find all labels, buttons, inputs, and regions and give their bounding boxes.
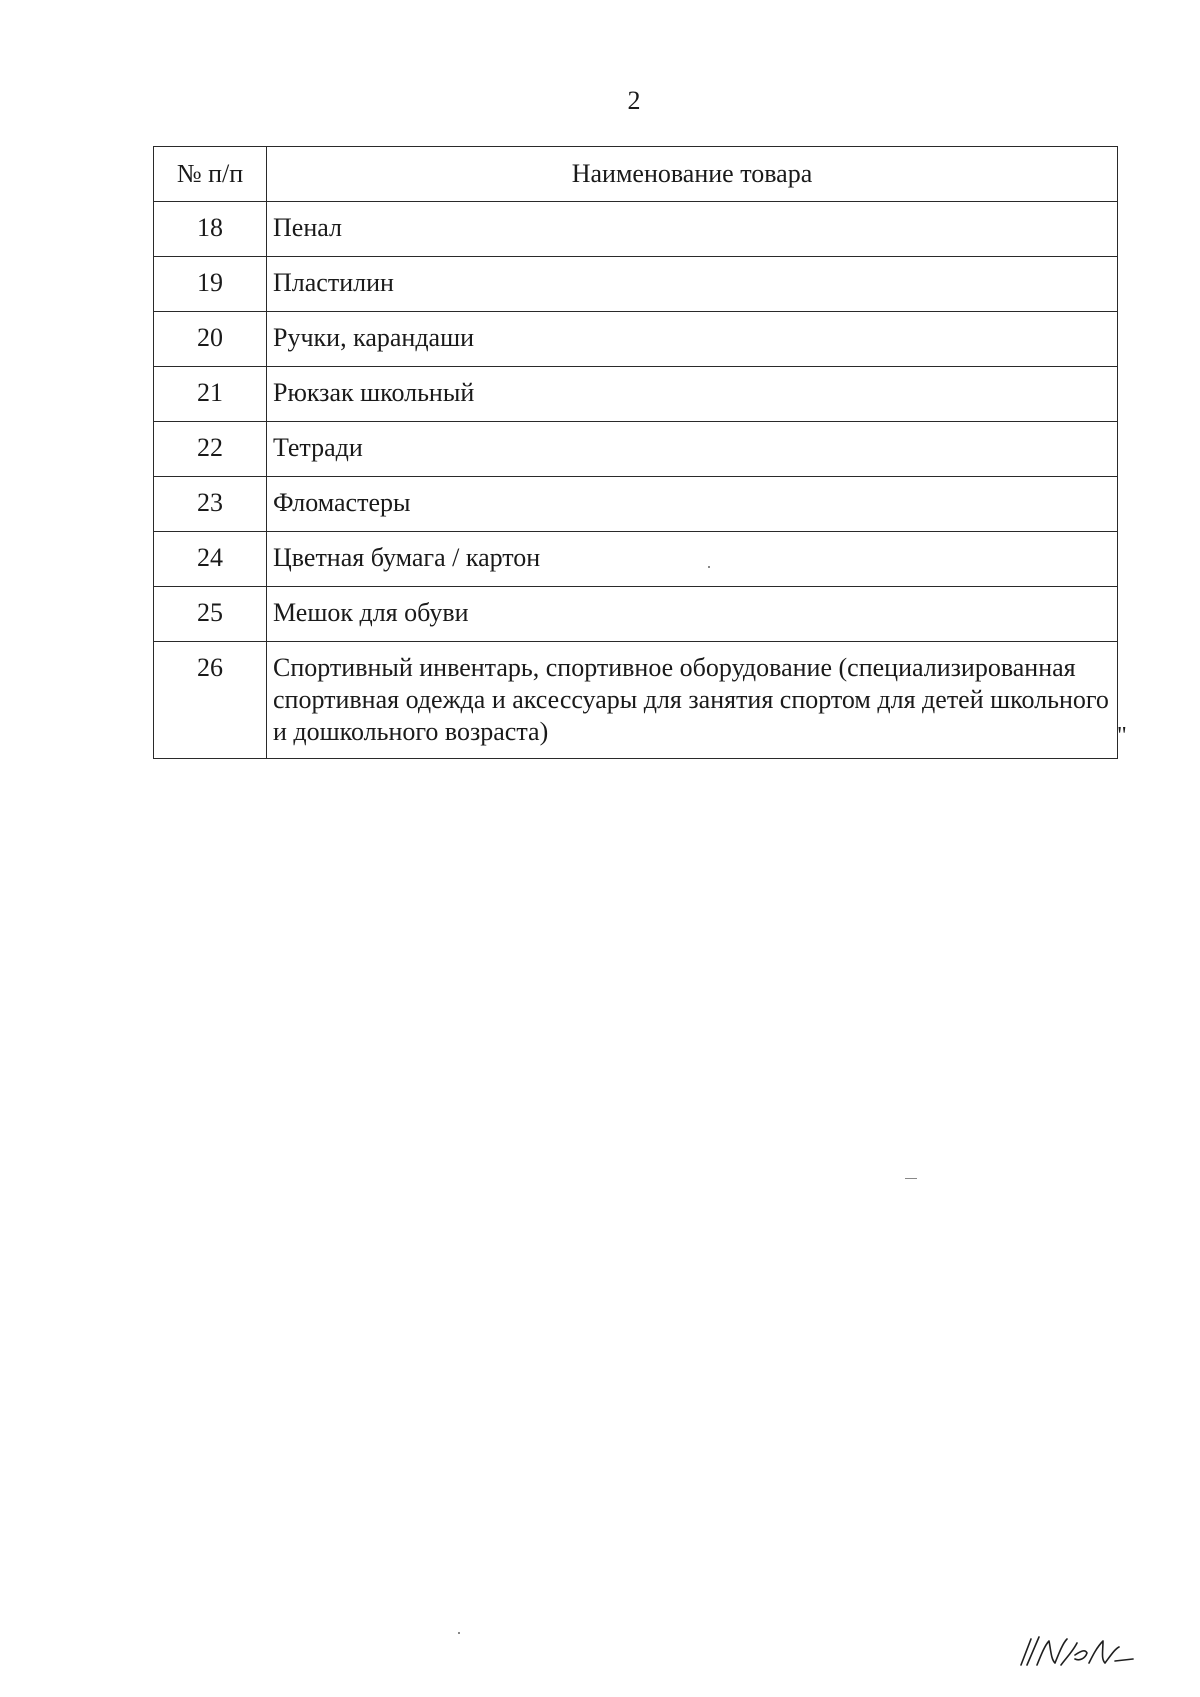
goods-table [153, 146, 1118, 759]
table-row [154, 257, 1118, 312]
scan-speck [458, 1632, 460, 1634]
closing-quote-mark: " [1117, 723, 1127, 749]
table-row [154, 532, 1118, 587]
row-number: 25 [154, 587, 267, 642]
row-name: Пластилин [267, 257, 1118, 312]
row-name: Рюкзак школьный [267, 367, 1118, 422]
row-name: Спортивный инвентарь, спортивное оборудование (специализированная спортивная одежда и аксессуары для занятия спортом для детей школьного и дошкольного возраста) [267, 642, 1118, 759]
table-row [154, 312, 1118, 367]
table-row [154, 642, 1118, 759]
row-name: Мешок для обуви [267, 587, 1118, 642]
row-number: 18 [154, 202, 267, 257]
scan-speck [708, 566, 710, 568]
row-name: Пенал [267, 202, 1118, 257]
row-number: 23 [154, 477, 267, 532]
table-row [154, 422, 1118, 477]
table-row [154, 587, 1118, 642]
scan-speck [905, 1178, 917, 1179]
row-number: 26 [154, 642, 267, 759]
header-name: Наименование товара [267, 147, 1118, 202]
table-row [154, 367, 1118, 422]
row-name: Ручки, карандаши [267, 312, 1118, 367]
row-name: Фломастеры [267, 477, 1118, 532]
row-number: 24 [154, 532, 267, 587]
row-number: 21 [154, 367, 267, 422]
table-row [154, 202, 1118, 257]
handwritten-signature [1015, 1625, 1135, 1673]
table-row [154, 477, 1118, 532]
row-name: Тетради [267, 422, 1118, 477]
row-number: 20 [154, 312, 267, 367]
table-header-row [154, 147, 1118, 202]
header-number: № п/п [154, 147, 267, 202]
page-number: 2 [627, 86, 641, 115]
row-number: 19 [154, 257, 267, 312]
row-name: Цветная бумага / картон [267, 532, 1118, 587]
row-number: 22 [154, 422, 267, 477]
